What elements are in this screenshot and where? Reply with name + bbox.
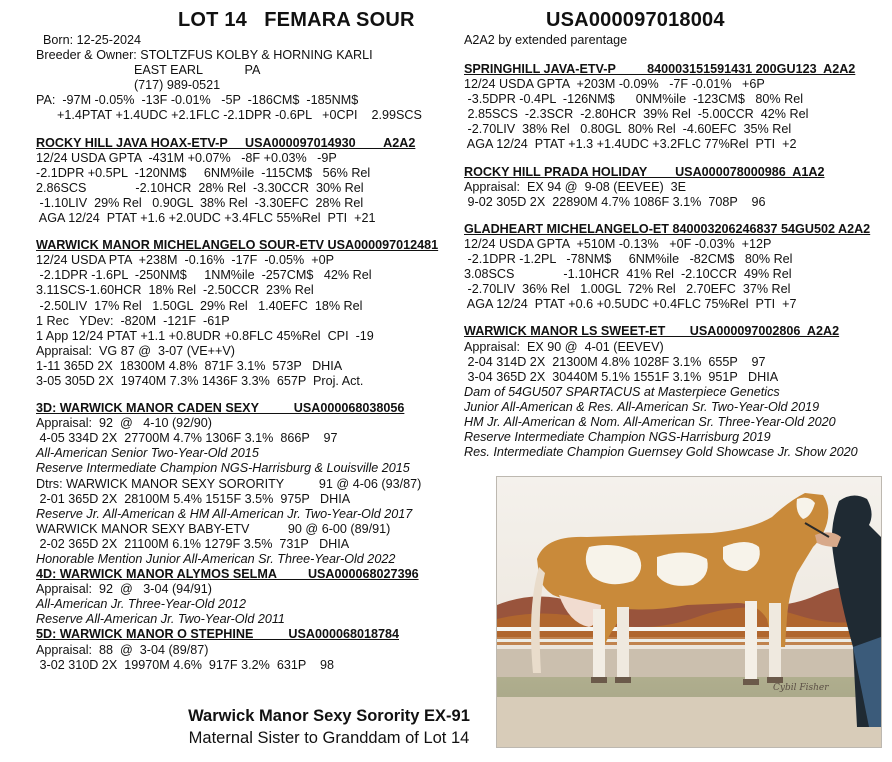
record-line: 2-02 365D 2X 21100M 6.1% 1279F 3.5% 731P DHIA	[36, 536, 350, 551]
award-line: HM Jr. All-American & Nom. All-American Sr. Three-Year-Old 2020	[464, 414, 836, 429]
pedigree-animal-heading: 3D: WARWICK MANOR CADEN SEXY USA000068038056	[36, 401, 405, 416]
cow-photo	[496, 476, 882, 748]
record-line: Breeder & Owner: STOLTZFUS KOLBY & HORNING KARLI	[36, 48, 373, 63]
pedigree-animal-heading: WARWICK MANOR MICHELANGELO SOUR-ETV USA000097012481	[36, 238, 439, 253]
record-line: 2-01 365D 2X 28100M 5.4% 1515F 3.5% 975P DHIA	[36, 491, 351, 506]
section-spacer	[464, 153, 870, 165]
record-line: Born: 12-25-2024	[36, 33, 142, 47]
record-line: Appraisal: 88 @ 3-04 (89/87)	[36, 642, 209, 657]
section-spacer	[36, 226, 438, 238]
record-line: 3.11SCS-1.60HCR 18% Rel -2.50CCR 23% Rel	[36, 283, 314, 298]
pedigree-animal-heading: ROCKY HILL JAVA HOAX-ETV-P USA000097014930 A2A2	[36, 135, 416, 150]
record-line: -2.70LIV 38% Rel 0.80GL 80% Rel -4.60EFC 35% Rel	[464, 122, 792, 137]
award-line: Reserve Intermediate Champion NGS-Harrisburg & Louisville 2015	[36, 461, 410, 476]
record-line: Dtrs: WARWICK MANOR SEXY SORORITY 91 @ 4-06 (93/87)	[36, 476, 422, 491]
record-line: AGA 12/24 PTAT +1.6 +2.0UDC +3.4FLC 55%Rel PTI +21	[36, 211, 376, 226]
record-line: 3-04 365D 2X 30440M 5.1% 1551F 3.1% 951P DHIA	[464, 369, 779, 384]
left-column	[36, 33, 438, 673]
cow-photo-illustration	[497, 477, 881, 747]
record-line: 12/24 USDA GPTA +203M -0.09% -7F -0.01% +6P	[464, 77, 765, 92]
record-line: 4-05 334D 2X 27700M 4.7% 1306F 3.1% 866P 97	[36, 431, 338, 446]
record-line: 3-05 305D 2X 19740M 7.3% 1436F 3.3% 657P Proj. Act.	[36, 373, 364, 388]
record-line: AGA 12/24 PTAT +0.6 +0.5UDC +0.4FLC 75%Rel PTI +7	[464, 297, 797, 312]
a2-status: A2A2 by extended parentage	[464, 33, 628, 47]
award-line: Honorable Mention Junior All-American Sr. Three-Year-Old 2022	[36, 552, 396, 566]
record-line: 12/24 USDA GPTA -431M +0.07% -8F +0.03% -9P	[36, 150, 337, 165]
record-line: AGA 12/24 PTAT +1.3 +1.4UDC +3.2FLC 77%Rel PTI +2	[464, 137, 797, 152]
pedigree-animal-heading: GLADHEART MICHELANGELO-ET 840003206246837 54GU502 A2A2	[464, 221, 871, 236]
record-line: -2.50LIV 17% Rel 1.50GL 29% Rel 1.40EFC 18% Rel	[36, 298, 363, 313]
record-line: PA: -97M -0.05% -13F -0.01% -5P -186CM$ -185NM$	[36, 93, 359, 108]
record-line: 2-04 314D 2X 21300M 4.8% 1028F 3.1% 655P 97	[464, 354, 766, 369]
pedigree-animal-heading: ROCKY HILL PRADA HOLIDAY USA000078000986 A1A2	[464, 164, 825, 179]
pedigree-animal-heading: WARWICK MANOR LS SWEET-ET USA000097002806 A2A2	[464, 324, 840, 339]
photo-caption-name: Warwick Manor Sexy Sorority EX-91	[188, 707, 470, 725]
award-line: All-American Senior Two-Year-Old 2015	[36, 446, 259, 461]
record-line: 2.86SCS -2.10HCR 28% Rel -3.30CCR 30% Rel	[36, 180, 364, 195]
record-line: 1 Rec YDev: -820M -121F -61P	[36, 313, 230, 328]
record-line: 3-02 310D 2X 19970M 4.6% 917F 3.2% 631P 98	[36, 657, 335, 672]
record-line: 9-02 305D 2X 22890M 4.7% 1086F 3.1% 708P 96	[464, 194, 766, 209]
pedigree-animal-heading: SPRINGHILL JAVA-ETV-P 840003151591431 200GU123 A2A2	[464, 62, 856, 76]
record-line: 12/24 USDA GPTA +510M -0.13% +0F -0.03% +12P	[464, 236, 772, 251]
record-line: -3.5DPR -0.4PL -126NM$ 0NM%ile -123CM$ 80% Rel	[464, 92, 803, 107]
award-line: Junior All-American & Res. All-American Sr. Two-Year-Old 2019	[464, 399, 820, 414]
photo-caption-note: Maternal Sister to Granddam of Lot 14	[188, 729, 470, 747]
section-spacer	[36, 389, 438, 401]
record-line: 2.85SCS -2.3SCR -2.80HCR 39% Rel -5.00CCR 42% Rel	[464, 107, 809, 122]
award-line: Reserve All-American Jr. Two-Year-Old 2011	[36, 612, 285, 627]
pedigree-animal-heading: 5D: WARWICK MANOR O STEPHINE USA000068018784	[36, 627, 399, 642]
record-line: Appraisal: 92 @ 3-04 (94/91)	[36, 582, 212, 597]
record-line: -2.1DPR -1.6PL -250NM$ 1NM%ile -257CM$ 42% Rel	[36, 268, 372, 283]
pedigree-animal-heading: 4D: WARWICK MANOR ALYMOS SELMA USA000068027396	[36, 567, 419, 582]
lot-title: LOT 14 FEMARA SOUR	[178, 9, 415, 31]
record-line: 12/24 USDA PTA +238M -0.16% -17F -0.05% +0P	[36, 253, 334, 268]
right-column	[464, 62, 870, 460]
record-line: WARWICK MANOR SEXY BABY-ETV 90 @ 6-00 (89/91)	[36, 521, 391, 536]
section-spacer	[36, 124, 438, 136]
record-line: 1 App 12/24 PTAT +1.1 +0.8UDR +0.8FLC 45%Rel CPI -19	[36, 328, 374, 343]
record-line: -2.1DPR -1.2PL -78NM$ 6NM%ile -82CM$ 80% Rel	[464, 252, 793, 267]
award-line: Dam of 54GU507 SPARTACUS at Masterpiece Genetics	[464, 384, 780, 399]
record-line: Appraisal: 92 @ 4-10 (92/90)	[36, 416, 212, 431]
record-line: EAST EARL PA	[36, 63, 261, 78]
record-line: -2.1DPR +0.5PL -120NM$ 6NM%ile -115CM$ 56% Rel	[36, 165, 371, 180]
award-line: Reserve Intermediate Champion NGS-Harrisburg 2019	[464, 430, 771, 445]
award-line: Reserve Jr. All-American & HM All-American Jr. Two-Year-Old 2017	[36, 506, 413, 521]
record-line: 1-11 365D 2X 18300M 4.8% 871F 3.1% 573P DHIA	[36, 358, 343, 373]
award-line: Res. Intermediate Champion Guernsey Gold Showcase Jr. Show 2020	[464, 445, 858, 460]
record-line: -2.70LIV 36% Rel 1.00GL 72% Rel 2.70EFC 37% Rel	[464, 282, 791, 297]
photographer-signature: Cybil Fisher	[773, 683, 829, 693]
record-line: -1.10LIV 29% Rel 0.90GL 38% Rel -3.30EFC 28% Rel	[36, 195, 364, 210]
record-line: Appraisal: EX 94 @ 9-08 (EEVEE) 3E	[464, 179, 687, 194]
record-line: 3.08SCS -1.10HCR 41% Rel -2.10CCR 49% Rel	[464, 267, 792, 282]
award-line: All-American Jr. Three-Year-Old 2012	[36, 597, 246, 612]
registration-number: USA000097018004	[546, 9, 725, 31]
record-line: Appraisal: VG 87 @ 3-07 (VE++V)	[36, 343, 235, 358]
record-line: Appraisal: EX 90 @ 4-01 (EEVEV)	[464, 339, 664, 354]
record-line: +1.4PTAT +1.4UDC +2.1FLC -2.1DPR -0.6PL +0CPI 2.99SCS	[36, 108, 422, 123]
record-line: (717) 989-0521	[36, 78, 221, 93]
section-spacer	[464, 210, 870, 222]
section-spacer	[464, 312, 870, 324]
